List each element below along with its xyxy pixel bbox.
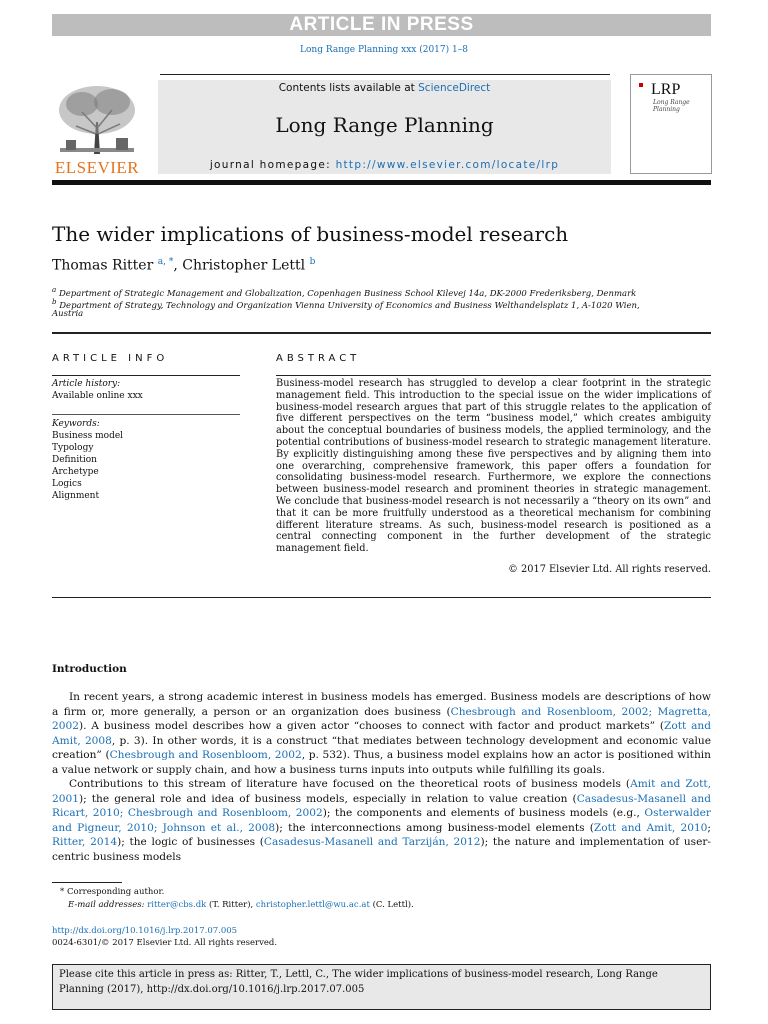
cover-accent	[639, 83, 643, 87]
email-link[interactable]: ritter@cbs.dk	[147, 900, 207, 910]
reference-link[interactable]: Osterwalder and Pigneur, 2010; Johnson et al., 2008	[52, 807, 711, 834]
history-label: Article history:	[52, 379, 121, 389]
corresponding-author-note	[60, 887, 164, 897]
author-affiliation-mark[interactable]: b	[309, 257, 316, 267]
paragraph-text: , p. 532). Thus, a business model explains how an actor is positioned within a value network or supply chain, and how a business turns inputs into outputs while fulfilling its goals.	[52, 749, 711, 776]
cover-abbreviation: LRP	[651, 81, 681, 98]
keywords-label: Keywords:	[52, 419, 100, 429]
citation-text: Please cite this article in press as: Ritter, T., Lettl, C., The wider implications of business-model research, Long Range Planning (2017), http://dx.doi.org/10.1016/j.lrp.2017.07.005	[59, 969, 658, 995]
contents-prefix: Contents lists available at	[278, 82, 419, 94]
reference-link[interactable]: Chesbrough and Rosenbloom, 2002; Magretta, 2002	[52, 705, 711, 732]
paragraph-text: ); the logic of businesses (	[117, 836, 264, 848]
paragraph	[52, 690, 711, 777]
section-rule	[52, 332, 711, 334]
paragraph-text: In recent years, a strong academic interest in business models has emerged. Business models are descriptions of how a firm or, more generally, a person or an organization does business (	[52, 691, 711, 718]
keyword: Typology	[52, 443, 94, 453]
article-history	[52, 378, 143, 402]
paragraph-text: ). A business model describes how a given actor “chooses to connect with factor and product markets” (	[78, 720, 665, 732]
paragraph-text: ); the components and elements of business models (e.g.,	[322, 807, 645, 819]
author-separator: ,	[173, 257, 183, 274]
affiliation-mark: b	[52, 297, 57, 306]
elsevier-wordmark: ELSEVIER	[54, 158, 140, 177]
keyword: Archetype	[52, 467, 99, 477]
email-footnote	[68, 900, 414, 910]
author-list	[52, 257, 315, 274]
journal-homepage	[158, 159, 611, 171]
paragraph-text: , p. 3). In other words, it is a construct “that mediates between technology development and economic value creation” (	[52, 734, 711, 761]
keyword: Definition	[52, 455, 97, 465]
keyword: Logics	[52, 479, 82, 489]
reference-link[interactable]: Casadesus-Masanell and Tarziján, 2012	[263, 836, 481, 848]
email-link[interactable]: christopher.lettl@wu.ac.at	[255, 900, 370, 910]
issn-line: 0024-6301/© 2017 Elsevier Ltd. All rights reserved.	[52, 938, 278, 948]
keyword: Alignment	[52, 491, 100, 501]
introduction-heading: Introduction	[52, 663, 127, 675]
author-name: Thomas Ritter	[52, 257, 154, 274]
keyword: Business model	[52, 431, 124, 441]
info-rule	[52, 375, 240, 376]
abstract-copyright: © 2017 Elsevier Ltd. All rights reserved.	[508, 564, 711, 575]
affiliation-mark: a	[52, 285, 57, 294]
reference-link[interactable]: Zott and Amit, 2010	[593, 821, 708, 834]
cover-subtitle: Long Range Planning	[653, 99, 690, 113]
email-owner: (T. Ritter),	[206, 900, 256, 910]
paragraph	[52, 777, 711, 864]
affiliation-b-continued: Austria	[52, 309, 84, 319]
email-label: E-mail addresses:	[68, 900, 145, 910]
contents-line	[158, 82, 611, 94]
footnote-mark: *	[60, 887, 65, 897]
email-owner: (C. Lettl).	[369, 900, 414, 910]
doi-link[interactable]: http://dx.doi.org/10.1016/j.lrp.2017.07.005	[52, 926, 238, 936]
homepage-prefix: journal homepage:	[209, 159, 336, 171]
paragraph-text: Contributions to this stream of literature have focused on the theoretical roots of business models (	[69, 778, 631, 790]
footnote-text: Corresponding author.	[66, 887, 165, 897]
author-affiliation-mark[interactable]: a, *	[157, 257, 174, 267]
abstract-rule	[276, 375, 711, 376]
sciencedirect-link[interactable]: ScienceDirect	[418, 82, 491, 94]
header-top-rule	[160, 74, 610, 75]
footnote-rule	[52, 882, 122, 883]
section-rule	[52, 597, 711, 598]
homepage-link[interactable]: http://www.elsevier.com/locate/lrp	[335, 159, 560, 171]
author-name: Christopher Lettl	[182, 257, 306, 274]
header-thick-rule	[52, 180, 711, 185]
paragraph-text: ); the interconnections among business-model elements (	[275, 821, 594, 834]
reference-link[interactable]: Casadesus-Masanell and Ricart, 2010; Chesbrough and Rosenbloom, 2002	[52, 792, 712, 819]
reference-link[interactable]: Chesbrough and Rosenbloom, 2002	[109, 749, 302, 761]
abstract-heading: ABSTRACT	[276, 353, 361, 364]
paragraph-text: ); the nature and implementation of user-centric business models	[52, 836, 711, 863]
affiliation-text: Department of Strategic Management and Globalization, Copenhagen Business School Kilevej 14a, DK-2000 Frederiksberg, Denmark	[58, 288, 637, 299]
abstract-text: Business-model research has struggled to develop a clear footprint in the strategic management field. This introduction to the special issue on the wider implications of business-model research argues that part of this struggle relates to the application of five different perspectives on the term “business model,” which creates ambiguity about the conceptual boundaries of business models, the applied terminology, and the potential contributions of business-model research to strategic management literature. By explicitly distinguishing among these five perspectives and by aligning them into one overarching, comprehensive framework, this paper offers a foundation for consolidating business-model research. Furthermore, we explore the connections between business-model research and prominent theories in strategic management. We conclude that business-model research is not necessarily a “theory on its own” and that it can be more fruitfully understood as a theoretical mechanism for combining different literature streams. As such, business-model research is positioned as a central connecting component in the further development of the strategic management field.	[276, 378, 711, 555]
article-info-heading: ARTICLE INFO	[52, 353, 169, 364]
journal-title: Long Range Planning	[275, 113, 494, 137]
journal-cover-thumbnail[interactable]	[630, 74, 712, 174]
journal-citation-link[interactable]: Long Range Planning xxx (2017) 1–8	[300, 45, 468, 55]
info-divider	[52, 414, 240, 415]
history-value: Available online xxx	[52, 391, 143, 401]
article-title: The wider implications of business-model research	[52, 222, 569, 246]
reference-link[interactable]: Zott and Amit, 2008	[52, 720, 711, 747]
reference-link[interactable]: Amit and Zott, 2001	[52, 778, 711, 805]
reference-link[interactable]: Ritter, 2014	[52, 836, 118, 848]
introduction-body	[52, 690, 711, 864]
citation-box	[52, 964, 711, 1010]
article-in-press-banner: ARTICLE IN PRESS	[52, 14, 711, 36]
affiliation-text: Department of Strategy, Technology and Organization Vienna University of Economics and Business Welthandelsplatz 1, A-1020 Wien,	[59, 300, 640, 311]
paragraph-text: ;	[707, 821, 711, 834]
paragraph-text: ); the general role and idea of business models, especially in relation to value creation (	[78, 792, 577, 805]
keywords-block	[52, 418, 123, 502]
